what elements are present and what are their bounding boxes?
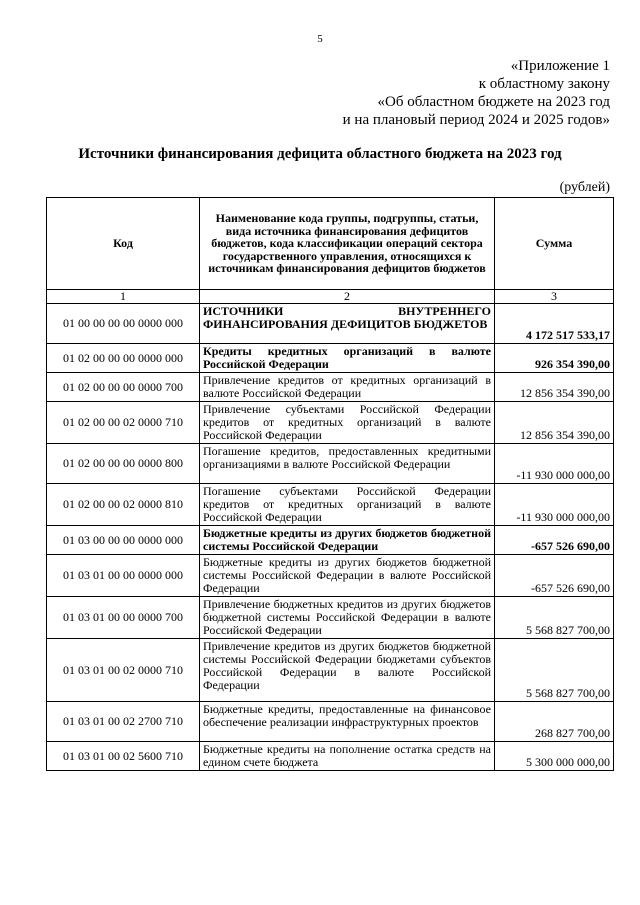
row-code: 01 03 00 00 00 0000 000 <box>47 526 200 555</box>
row-name: Привлечение субъектами Российской Федерации кредитов от кредитных организаций в валюте Российской Федерации <box>200 402 495 444</box>
row-sum: 5 568 827 700,00 <box>495 639 614 702</box>
row-code: 01 03 01 00 02 2700 710 <box>47 702 200 742</box>
row-code: 01 02 00 00 02 0000 810 <box>47 484 200 526</box>
unit-label: (рублей) <box>559 180 610 195</box>
table-row <box>47 639 614 702</box>
column-number-row <box>47 290 614 304</box>
header-code: Код <box>47 198 200 290</box>
row-name: Привлечение кредитов из других бюджетов бюджетной системы Российской Федерации бюджетами субъектов Российской Федерации в валюте Российской Федерации <box>200 639 495 702</box>
row-sum: -11 930 000 000,00 <box>495 484 614 526</box>
row-name: Бюджетные кредиты, предоставленные на финансовое обеспечение реализации инфраструктурных проектов <box>200 702 495 742</box>
row-name: Погашение кредитов, предоставленных кредитными организациями в валюте Российской Федерации <box>200 444 495 484</box>
row-code: 01 03 01 00 02 5600 710 <box>47 742 200 771</box>
row-name: Бюджетные кредиты на пополнение остатка средств на едином счете бюджета <box>200 742 495 771</box>
row-name: Кредиты кредитных организаций в валюте Российской Федерации <box>200 344 495 373</box>
row-sum: 5 300 000 000,00 <box>495 742 614 771</box>
row-sum: 12 856 354 390,00 <box>495 373 614 402</box>
row-code: 01 03 01 00 00 0000 000 <box>47 555 200 597</box>
table-row <box>47 344 614 373</box>
table-row <box>47 444 614 484</box>
row-sum: -657 526 690,00 <box>495 526 614 555</box>
row-sum: 5 568 827 700,00 <box>495 597 614 639</box>
row-code: 01 03 01 00 00 0000 700 <box>47 597 200 639</box>
row-code: 01 02 00 00 00 0000 700 <box>47 373 200 402</box>
table-row <box>47 304 614 344</box>
row-name: Погашение субъектами Российской Федерации кредитов от кредитных организаций в валюте Российской Федерации <box>200 484 495 526</box>
row-name: Бюджетные кредиты из других бюджетов бюджетной системы Российской Федерации <box>200 526 495 555</box>
table-row <box>47 597 614 639</box>
document-title: Источники финансирования дефицита областного бюджета на 2023 год <box>78 146 562 162</box>
column-number: 1 <box>47 290 200 304</box>
row-name: Бюджетные кредиты из других бюджетов бюджетной системы Российской Федерации в валюте Российской Федерации <box>200 555 495 597</box>
annex-line: «Об областном бюджете на 2023 год <box>377 94 610 110</box>
table-row <box>47 555 614 597</box>
table-row <box>47 742 614 771</box>
table-header-row <box>47 198 614 290</box>
row-sum: -11 930 000 000,00 <box>495 444 614 484</box>
row-code: 01 02 00 00 02 0000 710 <box>47 402 200 444</box>
table-row <box>47 484 614 526</box>
row-sum: 12 856 354 390,00 <box>495 402 614 444</box>
column-number: 2 <box>200 290 495 304</box>
annex-line: и на плановый период 2024 и 2025 годов» <box>342 112 610 128</box>
row-code: 01 02 00 00 00 0000 000 <box>47 344 200 373</box>
header-name: Наименование кода группы, подгруппы, статьи, вида источника финансирования дефицитов бюджетов, кода классификации операций сектора государственного управления, относящихся к источникам финансирования дефицитов бюджетов <box>200 198 495 290</box>
page-number: 5 <box>317 33 323 45</box>
row-name: Привлечение кредитов от кредитных организаций в валюте Российской Федерации <box>200 373 495 402</box>
row-code: 01 00 00 00 00 0000 000 <box>47 304 200 344</box>
annex-block <box>250 57 610 129</box>
row-name: ИСТОЧНИКИ ВНУТРЕННЕГО ФИНАНСИРОВАНИЯ ДЕФИЦИТОВ БЮДЖЕТОВ <box>200 304 495 344</box>
row-sum: 268 827 700,00 <box>495 702 614 742</box>
header-sum: Сумма <box>495 198 614 290</box>
column-number: 3 <box>495 290 614 304</box>
row-code: 01 03 01 00 02 0000 710 <box>47 639 200 702</box>
table-row <box>47 526 614 555</box>
row-sum: -657 526 690,00 <box>495 555 614 597</box>
table-row <box>47 402 614 444</box>
row-sum: 926 354 390,00 <box>495 344 614 373</box>
row-code: 01 02 00 00 00 0000 800 <box>47 444 200 484</box>
annex-line: «Приложение 1 <box>510 58 610 74</box>
annex-line: к областному закону <box>478 76 610 92</box>
table-row <box>47 373 614 402</box>
row-sum: 4 172 517 533,17 <box>495 304 614 344</box>
table-row <box>47 702 614 742</box>
financing-sources-table <box>46 197 614 771</box>
row-name: Привлечение бюджетных кредитов из других бюджетов бюджетной системы Российской Федерации в валюте Российской Федерации <box>200 597 495 639</box>
